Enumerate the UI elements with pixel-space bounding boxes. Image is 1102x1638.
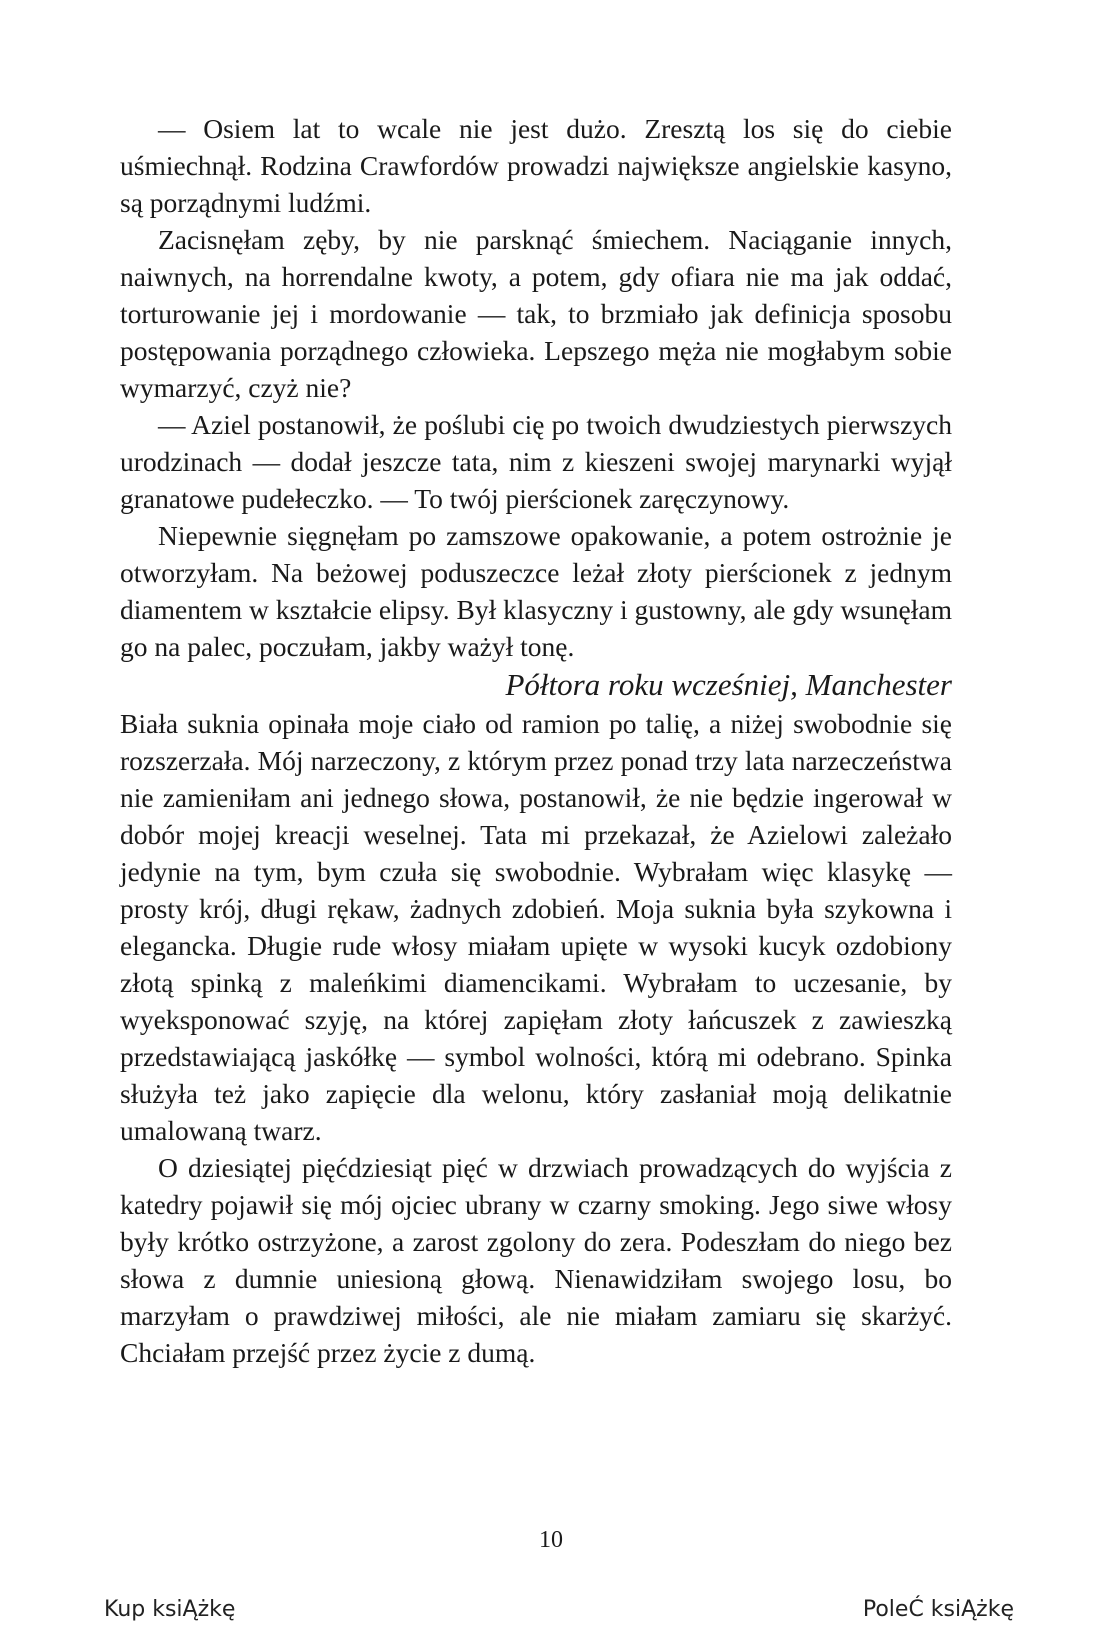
book-page-body — [120, 110, 952, 1371]
paragraph-3: — Aziel postanowił, że poślubi cię po twoich dwudziestych pierwszych urodzinach — dodał jeszcze tata, nim z kieszeni swojej marynarki wyjął granatowe pudełeczko. — To twój pierścionek zaręczynowy. — [120, 409, 952, 514]
paragraph-6: O dziesiątej pięćdziesiąt pięć w drzwiach prowadzących do wyjścia z katedry pojawił się mój ojciec ubrany w czarny smoking. Jego siwe włosy były krótko ostrzyżone, a zarost zgolony do zera. Podeszłam do niego bez słowa z dumnie uniesioną głową. Nienawidziłam swojego losu, bo marzyłam o prawdziwej miłości, ale nie miałam zamiaru się skarżyć. Chciałam przejść przez życie z dumą. — [120, 1152, 952, 1368]
paragraph-1: — Osiem lat to wcale nie jest dużo. Zresztą los się do ciebie uśmiechnął. Rodzina Crawfordów prowadzi największe angielskie kasyno, są porządnymi ludźmi. — [120, 113, 952, 218]
paragraph-2: Zacisnęłam zęby, by nie parsknąć śmiechem. Naciąganie innych, naiwnych, na horrendalne kwoty, a potem, gdy ofiara nie ma jak oddać, torturowanie jej i mordowanie — tak, to brzmiało jak definicja sposobu postępowania porządnego człowieka. Lepszego męża nie mogłabym sobie wymarzyć, czyż nie? — [120, 224, 952, 403]
page-number: 10 — [539, 1527, 563, 1553]
paragraph-4: Niepewnie sięgnęłam po zamszowe opakowanie, a potem ostrożnie je otworzyłam. Na beżowej poduszeczce leżał złoty pierścionek z jednym diamentem w kształcie elipsy. Był klasyczny i gustowny, ale gdy wsunęłam go na palec, poczułam, jakby ważył tonę. — [120, 520, 952, 662]
section-heading: Półtora roku wcześniej, Manchester — [505, 667, 952, 702]
paragraph-5: Biała suknia opinała moje ciało od ramion po talię, a niżej swobodnie się rozszerzała. Mój narzeczony, z którym przez ponad trzy lata narzeczeństwa nie zamieniłam ani jednego słowa, postanowił, że nie będzie ingerował w dobór mojej kreacji weselnej. Tata mi przekazał, że Azielowi zależało jedynie na tym, bym czuła się swobodnie. Wybrałam więc klasykę — prosty krój, długi rękaw, żadnych zdobień. Moja suknia była szykowna i elegancka. Długie rude włosy miałam upięte w wysoki kucyk ozdobiony złotą spinką z maleńkimi diamencikami. Wybrałam to uczesanie, by wyeksponować szyję, na której zapięłam złoty łańcuszek z zawieszką przedstawiającą jaskółkę — symbol wolności, którą mi odebrano. Spinka służyła też jako zapięcie dla welonu, który zasłaniał moją delikatnie umalowaną twarz. — [120, 708, 952, 1146]
recommend-book-link[interactable]: PoleĆ ksiĄżkę — [862, 1597, 1014, 1622]
buy-book-link[interactable]: Kup ksiĄżkę — [104, 1597, 236, 1622]
